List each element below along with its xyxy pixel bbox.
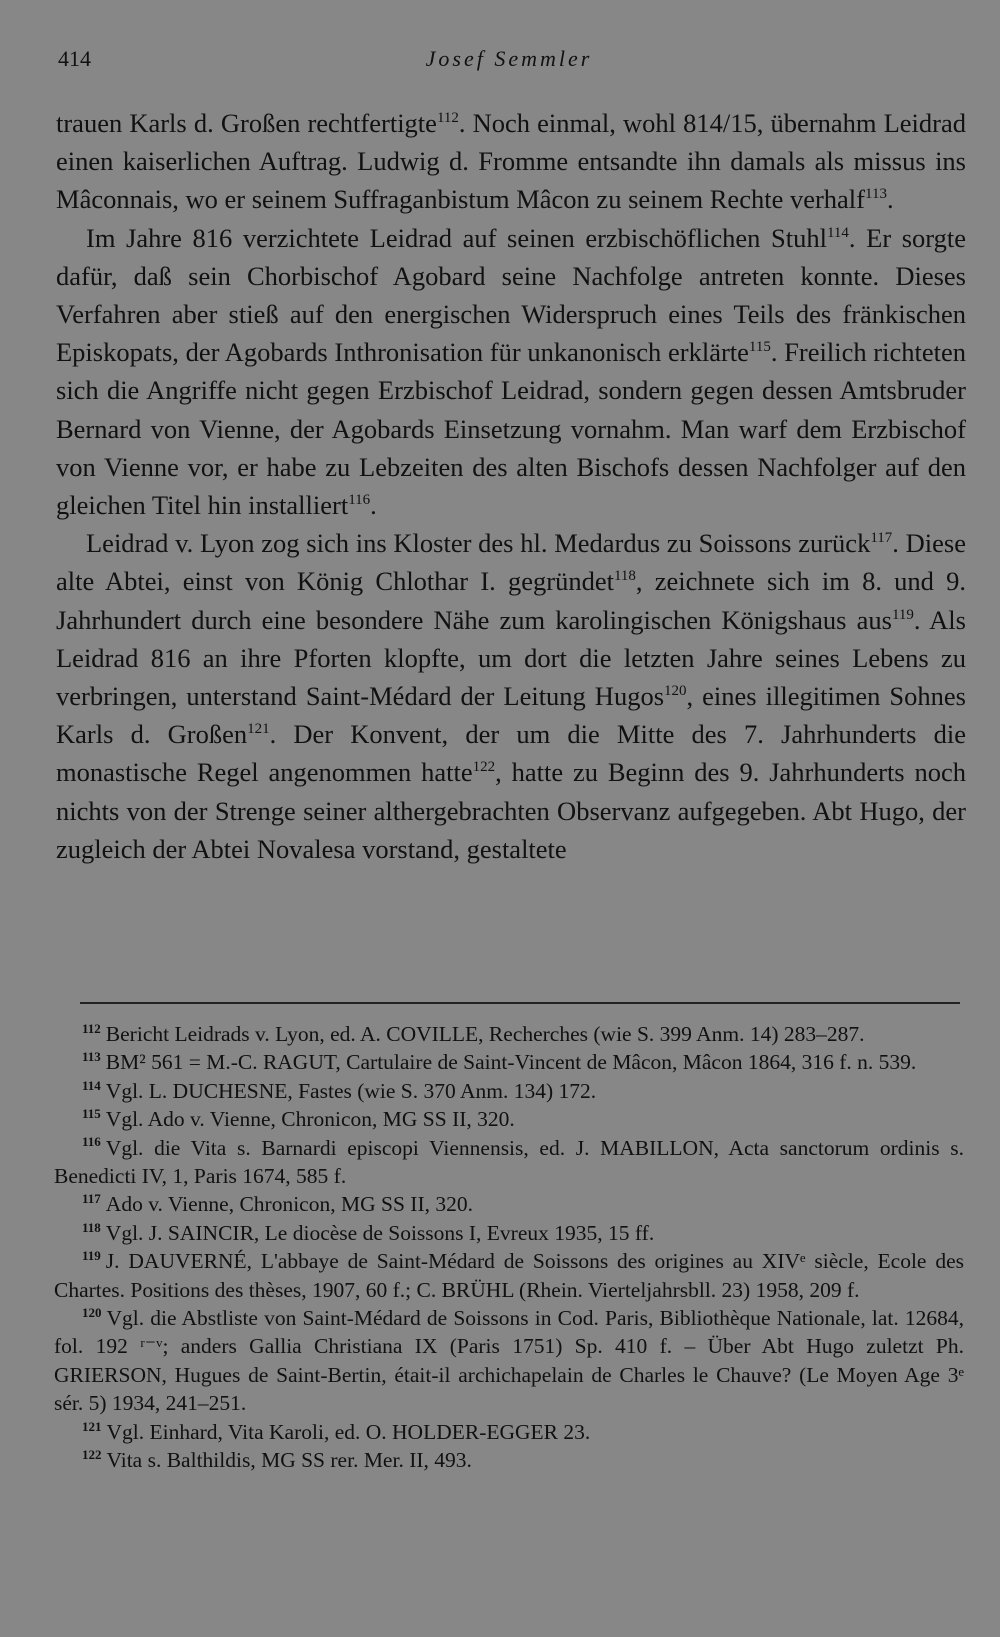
- footnote: [54, 1134, 964, 1191]
- footnote-reference: 114: [826, 224, 849, 241]
- footnote-text: J. DAUVERNÉ, L'abbaye de Saint-Médard de Soissons des origines au XIVᵉ siècle, Ecole des Chartes. Positions des thèses, 1907, 60 f.; C. BRÜHL (Rhein. Vierteljahrsbll. 23) 1958, 209 f.: [54, 1249, 964, 1302]
- footnote-reference: 121: [247, 721, 270, 738]
- footnote-number: 117: [82, 1191, 101, 1207]
- footnote-number: 112: [82, 1020, 101, 1036]
- footnote-number: 113: [82, 1049, 101, 1065]
- footnote-reference: 113: [865, 186, 887, 203]
- footnote-text: Vgl. Ado v. Vienne, Chronicon, MG SS II, 320.: [105, 1107, 515, 1132]
- footnote-reference: 122: [472, 759, 496, 776]
- text-run: . Freilich richteten sich die Angriffe nicht gegen Erzbischof Leidrad, sondern gegen dessen Amtsbruder Bernard von Vienne, der Agobards Einsetzung vornahm. Man warf dem Erzbischof von Vienne vor, er habe zu Lebzeiten des alten Bischofs dessen Nachfolger auf den gleichen Titel hin installiert: [56, 337, 966, 521]
- text-run: , zeichnete sich im 8. und 9. Jahrhundert durch eine besondere Nähe zum karolingischen Königshaus aus: [56, 566, 967, 635]
- footnote-text: Vgl. die Vita s. Barnardi episcopi Viennensis, ed. J. MABILLON, Acta sanctorum ordinis s. Benedicti IV, 1, Paris 1674, 585 f.: [54, 1135, 964, 1189]
- footnote: [54, 1190, 964, 1218]
- footnote-text: Vita s. Balthildis, MG SS rer. Mer. II, 493.: [106, 1448, 472, 1473]
- footnote-reference: 115: [748, 339, 771, 356]
- footnote-number: 114: [82, 1077, 101, 1093]
- footnote: [54, 1077, 964, 1105]
- footnote-reference: 117: [870, 530, 893, 547]
- footnote: [54, 1219, 964, 1247]
- main-text: [56, 104, 966, 868]
- footnote-text: Vgl. Einhard, Vita Karoli, ed. O. HOLDER-EGGER 23.: [106, 1419, 591, 1444]
- running-head: Josef Semmler: [425, 46, 593, 71]
- footnote-number: 122: [82, 1446, 102, 1462]
- footnote-text: Vgl. L. DUCHESNE, Fastes (wie S. 370 Anm. 134) 172.: [105, 1078, 597, 1103]
- text-run: . Diese alte Abtei, einst von König Chlothar I. gegründet: [56, 528, 966, 597]
- text-run: . Der Konvent, der um die Mitte des 7. Jahrhunderts die monastische Regel angenommen hatte: [56, 719, 966, 788]
- text-run: . Noch einmal, wohl 814/15, übernahm Leidrad einen kaiserlichen Auftrag. Ludwig d. Fromme entsandte ihn damals als missus ins Mâconnais, wo er seinem Suffraganbistum Mâcon zu seinem Rechte verhalf: [56, 108, 966, 215]
- footnote: [54, 1048, 964, 1076]
- footnote-reference: 112: [436, 110, 459, 127]
- footnote-divider: [80, 1002, 960, 1004]
- footnotes: [54, 1020, 964, 1475]
- footnote-number: 120: [82, 1304, 102, 1320]
- page-header: [58, 46, 960, 78]
- footnote-text: Bericht Leidrads v. Lyon, ed. A. COVILLE, Recherches (wie S. 399 Anm. 14) 283–287.: [105, 1022, 865, 1046]
- footnote-number: 116: [82, 1134, 101, 1150]
- text-run: . Er sorgte dafür, daß sein Chorbischof Agobard seine Nachfolge antreten konnte. Dieses Verfahren aber stieß auf den energischen Widerspruch eines Teils des fränkischen Episkopats, der Agobards Inthronisation für unkanonisch erklärte: [56, 222, 967, 368]
- footnote-reference: 118: [613, 568, 636, 585]
- text-run: trauen Karls d. Großen rechtfertigte: [56, 108, 437, 138]
- body-paragraph: [56, 219, 966, 525]
- text-run: , hatte zu Beginn des 9. Jahrhunderts noch nichts von der Strenge seiner althergebrachten Observanz aufgegeben. Abt Hugo, der zugleich der Abtei Novalesa vorstand, gestaltete: [56, 757, 966, 864]
- footnote-number: 115: [82, 1106, 101, 1122]
- footnote-number: 118: [82, 1219, 101, 1235]
- footnote-text: Vgl. die Abstliste von Saint-Médard de Soissons in Cod. Paris, Bibliothèque Nationale, lat. 12684, fol. 192 ʳ⁻ᵛ; anders Gallia Christiana IX (Paris 1751) Sp. 410 f. – Über Abt Hugo zuletzt Ph. GRIERSON, Hugues de Saint-Bertin, était-il archichapelain de Charles le Chauve? (Le Moyen Age 3ᵉ sér. 5) 1934, 241–251.: [54, 1306, 964, 1416]
- text-run: . Als Leidrad 816 an ihre Pforten klopfte, um dort die letzten Jahre seines Lebens zu verbringen, unterstand Saint-Médard der Leitung Hugos: [56, 604, 966, 712]
- footnote-number: 121: [82, 1418, 102, 1434]
- footnote: [54, 1247, 964, 1304]
- text-run: Leidrad v. Lyon zog sich ins Kloster des hl. Medardus zu Soissons zurück: [86, 528, 871, 559]
- footnote: [54, 1446, 964, 1474]
- body-paragraph: [56, 104, 966, 219]
- page-number: 414: [58, 46, 91, 71]
- footnote-reference: 116: [348, 492, 371, 509]
- footnote-text: BM² 561 = M.-C. RAGUT, Cartulaire de Saint-Vincent de Mâcon, Mâcon 1864, 316 f. n. 539.: [105, 1050, 917, 1075]
- text-run: , eines illegitimen Sohnes Karls d. Großen: [56, 681, 966, 750]
- text-run: .: [370, 490, 377, 521]
- text-run: Im Jahre 816 verzichtete Leidrad auf seinen erzbischöflichen Stuhl: [86, 222, 827, 253]
- footnote: [54, 1020, 964, 1048]
- footnote: [54, 1304, 964, 1418]
- footnote-reference: 120: [664, 683, 687, 700]
- footnote: [54, 1105, 964, 1133]
- footnote-reference: 119: [891, 606, 914, 623]
- footnote-text: Ado v. Vienne, Chronicon, MG SS II, 320.: [105, 1192, 473, 1217]
- body-paragraph: [56, 524, 966, 868]
- footnote-number: 119: [82, 1248, 101, 1264]
- text-run: .: [886, 184, 894, 215]
- footnote: [54, 1418, 964, 1446]
- footnote-text: Vgl. J. SAINCIR, Le diocèse de Soissons I, Evreux 1935, 15 ff.: [105, 1220, 655, 1245]
